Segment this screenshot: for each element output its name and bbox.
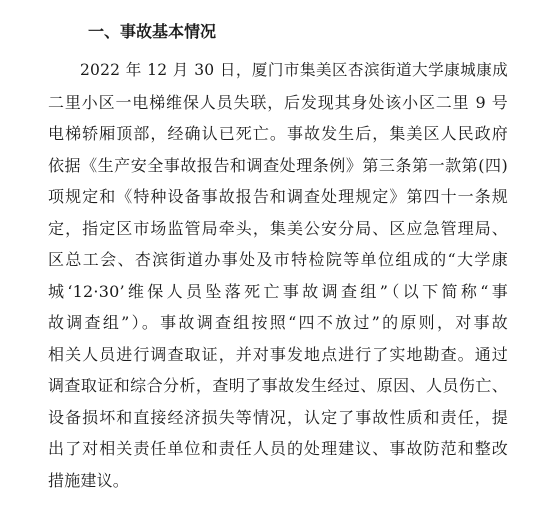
paragraph-line: 出了对相关责任单位和责任人员的处理建议、事故防范和整改	[48, 439, 508, 458]
paragraph-line: 相关人员进行调查取证，并对事发地点进行了实地勘查。通过	[48, 344, 508, 364]
paragraph-line: 二里小区一电梯维保人员失联，后发现其身处该小区二里 9 号	[48, 92, 508, 112]
paragraph-line: 措施建议。	[48, 470, 130, 490]
paragraph-line: 定，指定区市场监管局牵头，集美公安分局、区应急管理局、	[48, 218, 508, 238]
paragraph-line: 区总工会、杏滨街道办事处及市特检院等单位组成的“大学康	[48, 250, 508, 269]
section-paragraph	[48, 55, 508, 496]
paragraph-line: 依据《生产安全事故报告和调查处理条例》第三条第一款第(四)	[48, 155, 508, 175]
paragraph-line: 设备损坏和直接经济损失等情况，认定了事故性质和责任，提	[48, 407, 508, 427]
section-heading: 一、事故基本情况	[88, 22, 217, 41]
paragraph-line: 2022 年 12 月 30 日，厦门市集美区杏滨街道大学康城康成	[80, 61, 508, 79]
paragraph-line: 电梯轿厢顶部，经确认已死亡。事故发生后，集美区人民政府	[48, 124, 508, 143]
paragraph-line: 城‘12·30’维保人员坠落死亡事故调查组”（以下简称“事	[48, 281, 508, 301]
paragraph-line: 调查取证和综合分析，查明了事故发生经过、原因、人员伤亡、	[48, 376, 508, 395]
paragraph-line: 项规定和《特种设备事故报告和调查处理规定》第四十一条规	[48, 187, 508, 206]
paragraph-line: 故调查组”）。事故调查组按照“四不放过”的原则，对事故	[48, 313, 508, 332]
